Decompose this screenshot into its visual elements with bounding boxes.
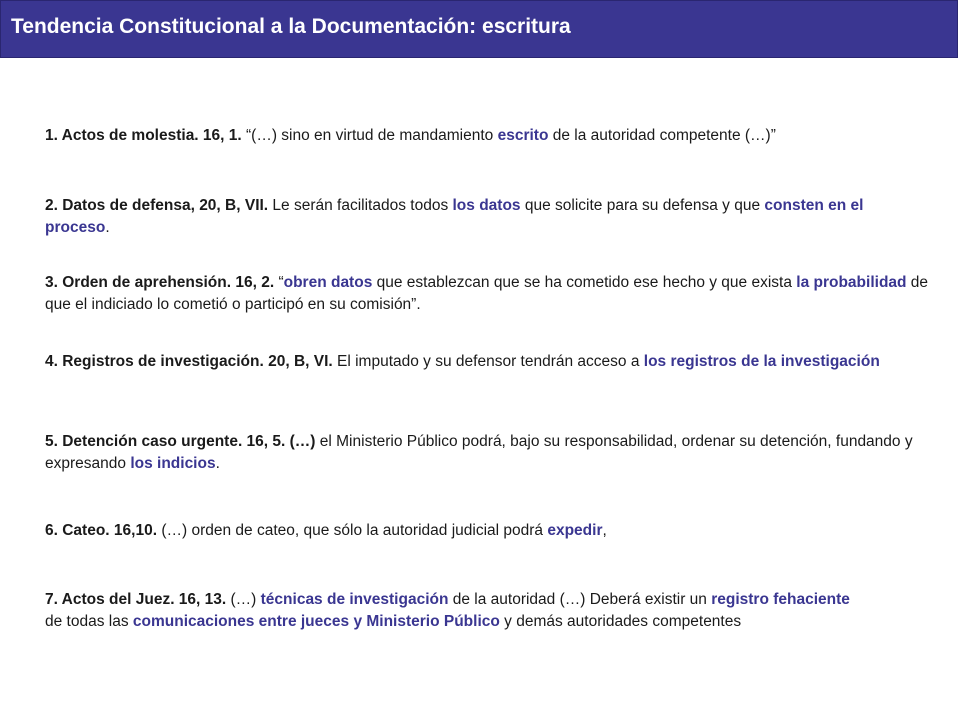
highlighted-term: la probabilidad [796,274,907,291]
item-text: que solicite para su defensa y que [520,197,765,214]
highlighted-term: los registros de la investigación [643,353,880,370]
item-text: y demás autoridades competentes [499,613,742,630]
highlighted-term: escrito [497,127,549,144]
highlighted-term: los datos [452,197,521,214]
highlighted-term: registro fehaciente [711,591,850,608]
item-text: . [215,455,220,472]
item-text: “(…) sino en virtud de mandamiento [241,127,498,144]
list-item-6 [45,520,945,542]
item-heading: 6. Cateo. 16,10. [45,522,158,539]
item-text: (…) [226,591,261,608]
highlighted-term: comunicaciones entre jueces y Ministerio Público [132,613,500,630]
item-text: de todas las [45,613,133,630]
item-heading: 4. Registros de investigación. 20, B, VI. [45,353,333,370]
item-text: . [105,219,110,236]
list-item-2 [45,195,925,239]
list-item-1 [45,125,945,147]
list-item-5 [45,431,915,475]
item-text: (…) orden de cateo, que sólo la autoridad judicial podrá [157,522,548,539]
highlighted-term: obren datos [283,274,373,291]
item-text: de que el indiciado lo cometió o participó en su comisión”. [45,274,929,313]
highlighted-term: expedir [547,522,603,539]
item-heading: 1. Actos de molestia. 16, 1. [45,127,242,144]
item-text: el Ministerio Público podrá, bajo su responsabilidad, ordenar su detención, fundando y expresando [45,433,913,472]
list-item-4 [45,351,930,373]
item-text: El imputado y su defensor tendrán acceso a [332,353,644,370]
item-heading: 2. Datos de defensa, 20, B, VII. [45,197,269,214]
item-text: de la autoridad competente (…)” [548,127,776,144]
item-text: “ [274,274,284,291]
item-heading: 7. Actos del Juez. 16, 13. [45,591,227,608]
page-title: Tendencia Constitucional a la Documentación: escritura [11,15,571,38]
highlighted-term: consten en el proceso [45,197,864,236]
highlighted-term: los indicios [130,455,216,472]
item-text: Le serán facilitados todos [268,197,453,214]
title-bar [0,0,958,58]
list-item-3 [45,272,950,316]
list-item-7 [45,589,865,633]
item-heading: 5. Detención caso urgente. 16, 5. (…) [45,433,316,450]
item-text: que establezcan que se ha cometido ese hecho y que exista [372,274,797,291]
item-heading: 3. Orden de aprehensión. 16, 2. [45,274,275,291]
item-text: de la autoridad (…) Deberá existir un [448,591,712,608]
item-text: , [602,522,607,539]
highlighted-term: técnicas de investigación [260,591,449,608]
